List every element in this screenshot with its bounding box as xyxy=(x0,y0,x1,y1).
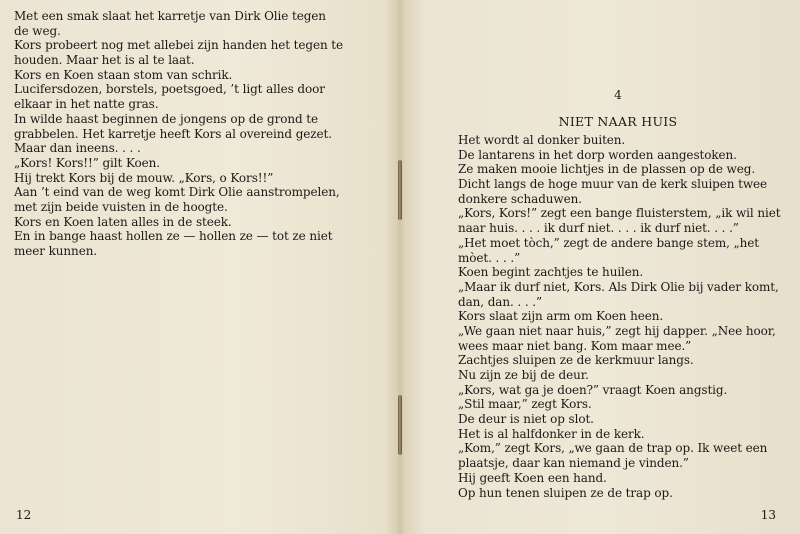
page-number: 13 xyxy=(760,508,776,522)
text-line: Ze maken mooie lichtjes in de plassen op de weg. xyxy=(458,162,756,177)
text-line: houden. Maar het is al te laat. xyxy=(14,53,195,68)
text-line: En in bange haast hollen ze — hollen ze — tot ze niet xyxy=(14,229,333,244)
chapter-number: 4 xyxy=(614,88,622,102)
text-line: Kors probeert nog met allebei zijn handen het tegen te xyxy=(14,38,344,53)
left-page-text xyxy=(14,9,386,259)
text-line: Het wordt al donker buiten. xyxy=(458,133,626,147)
text-line: Nu zijn ze bij de deur. xyxy=(458,368,589,382)
text-line: plaatsje, daar kan niemand je vinden.” xyxy=(458,456,689,471)
text-line: Maar dan ineens. . . . xyxy=(14,141,141,156)
text-line: „We gaan niet naar huis,” zegt hij dapper. „Nee hoor, xyxy=(458,323,776,338)
text-line: Kors en Koen staan stom van schrik. xyxy=(14,67,233,82)
text-line: grabbelen. Het karretje heeft Kors al overeind gezet. xyxy=(14,126,332,141)
text-line: Koen begint zachtjes te huilen. xyxy=(458,265,644,280)
text-line: meer kunnen. xyxy=(14,244,98,258)
text-line: met zijn beide vuisten in de hoogte. xyxy=(14,199,228,214)
text-line: Dicht langs de hoge muur van de kerk sluipen twee xyxy=(458,177,768,192)
right-page-text xyxy=(458,133,798,500)
text-line: De deur is niet op slot. xyxy=(458,412,594,427)
right-page xyxy=(402,0,800,534)
left-page xyxy=(0,0,398,534)
text-line: Op hun tenen sluipen ze de trap op. xyxy=(458,485,673,500)
text-line: „Kors, wat ga je doen?” vraagt Koen angstig. xyxy=(458,382,728,397)
text-line: dan, dan. . . .” xyxy=(458,294,542,309)
text-line: Het is al halfdonker in de kerk. xyxy=(458,426,645,441)
text-line: donkere schaduwen. xyxy=(458,191,582,206)
text-line: In wilde haast beginnen de jongens op de grond te xyxy=(14,111,319,126)
text-line: De lantarens in het dorp worden aangestoken. xyxy=(458,147,737,162)
text-line: Kors en Koen laten alles in de steek. xyxy=(14,214,232,229)
text-line: Zachtjes sluipen ze de kerkmuur langs. xyxy=(458,353,694,368)
text-line: elkaar in het natte gras. xyxy=(14,97,159,112)
text-line: Hij geeft Koen een hand. xyxy=(458,470,607,485)
text-line: „Stil maar,” zegt Kors. xyxy=(458,397,592,412)
text-line: naar huis. . . . ik durf niet. . . . ik durf niet. . . .” xyxy=(458,221,739,236)
text-line: mòet. . . .” xyxy=(458,250,521,265)
text-line: Lucifersdozen, borstels, poetsgoed, ’t ligt alles door xyxy=(14,82,325,97)
text-line: Kors slaat zijn arm om Koen heen. xyxy=(458,309,664,324)
page-number: 12 xyxy=(16,508,32,522)
text-line: „Kors, Kors!” zegt een bange fluisterstem, „ik wil niet xyxy=(458,206,781,221)
text-line: „Kors! Kors!!” gilt Koen. xyxy=(14,155,160,170)
text-line: Met een smak slaat het karretje van Dirk Olie tegen xyxy=(14,9,326,23)
text-line: Hij trekt Kors bij de mouw. „Kors, o Kors!!” xyxy=(14,170,274,185)
text-line: de weg. xyxy=(14,23,61,38)
chapter-title: NIET NAAR HUIS xyxy=(558,114,678,129)
text-line: „Het moet tòch,” zegt de andere bange stem, „het xyxy=(458,235,760,250)
text-line: wees maar niet bang. Kom maar mee.” xyxy=(458,338,692,353)
text-line: „Maar ik durf niet, Kors. Als Dirk Olie bij vader komt, xyxy=(458,279,779,294)
text-line: Aan ’t eind van de weg komt Dirk Olie aanstrompelen, xyxy=(14,185,340,200)
text-line: „Kom,” zegt Kors, „we gaan de trap op. Ik weet een xyxy=(458,441,768,456)
